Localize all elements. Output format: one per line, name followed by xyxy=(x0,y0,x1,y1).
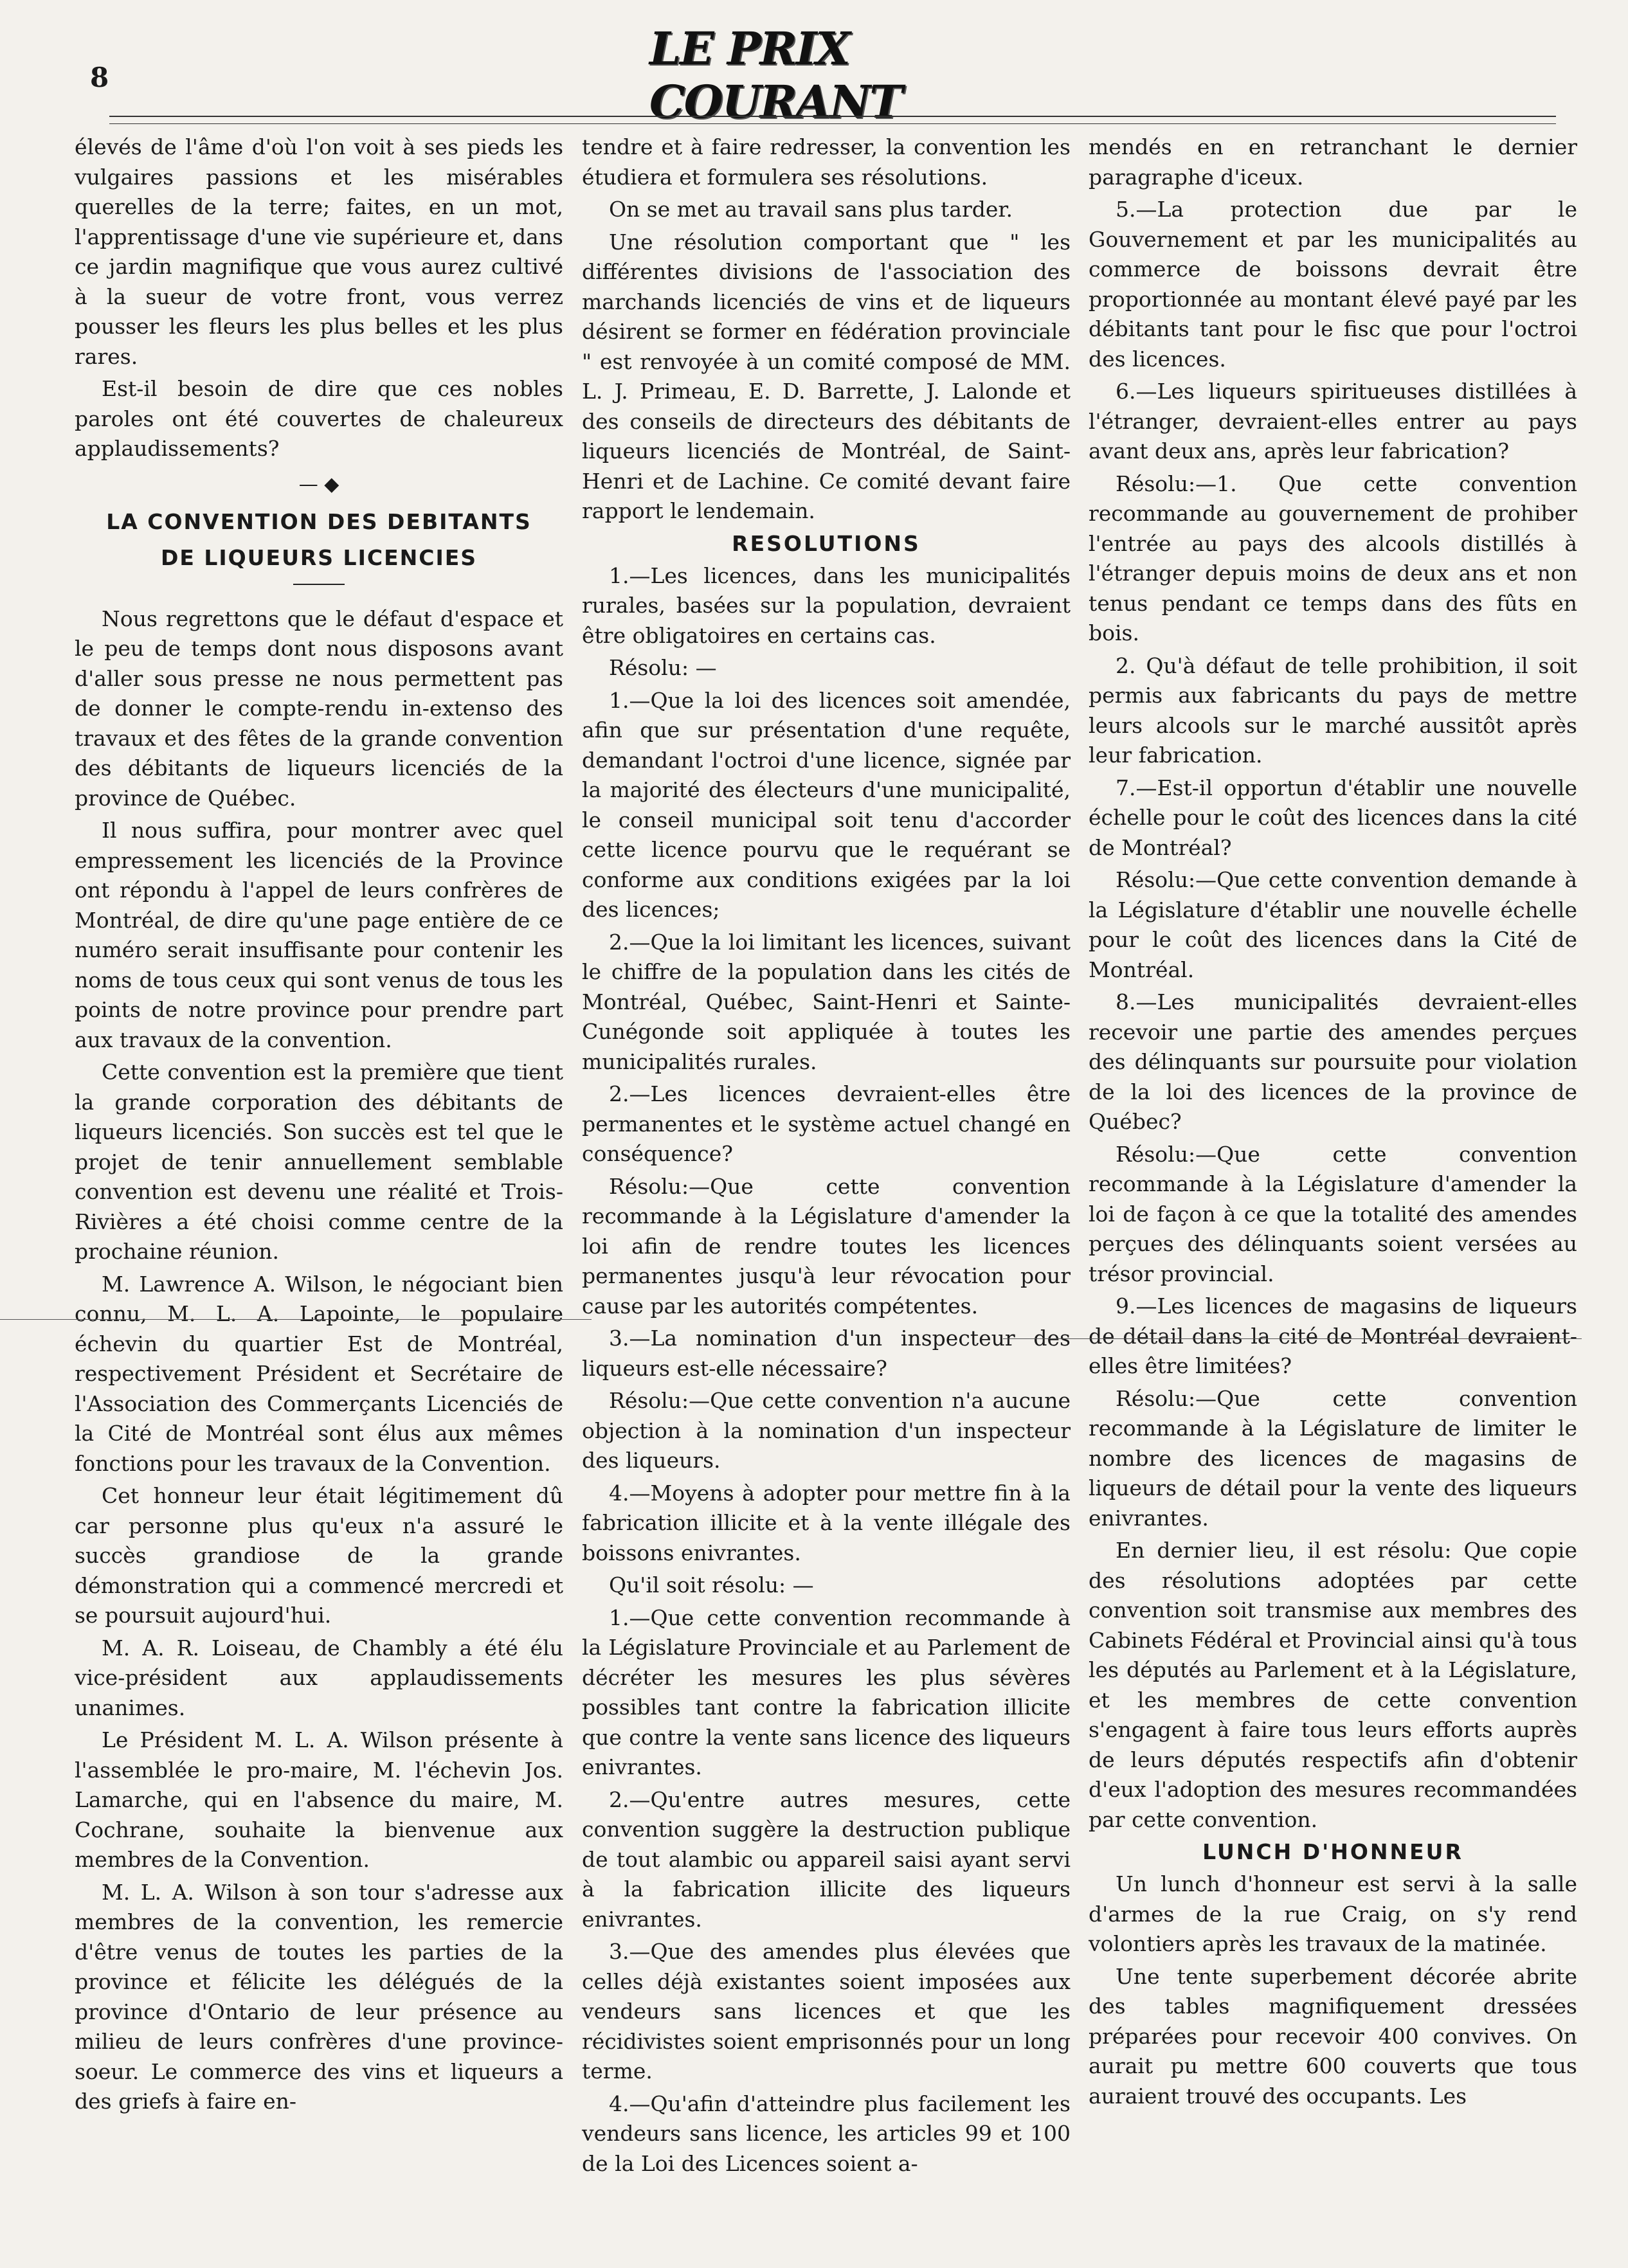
header-rule-thin xyxy=(109,123,1556,124)
scan-artifact-line xyxy=(1003,1338,1582,1339)
paragraph: Un lunch d'honneur est servi à la salle d'armes de la rue Craig, on s'y rend volontiers après les travaux de la matinée. xyxy=(1089,1871,1577,1956)
paragraph: M. L. A. Wilson à son tour s'adresse aux membres de la convention, les remercie d'être venus de toutes les parties de la province et félicite les délégués de la province d'Ontario de leur présence au milieu de leurs confrères d'une province-soeur. Le commerce des vins et liqueurs a des griefs à faire en- xyxy=(75,1879,563,2114)
ornament-divider: — ◆ xyxy=(298,473,339,496)
paragraph: tendre et à faire redresser, la convention les étudiera et formulera ses résolutions. xyxy=(582,134,1071,190)
column-2 xyxy=(582,132,1071,2181)
paragraph: Il nous suffira, pour montrer avec quel empressement les licenciés de la Province ont répondu à l'appel de leurs confrères de Montréal, de dire qu'une page entière de ce numéro serait insuffisante pour contenir les noms de tous ceux qui sont venus de tous les points de notre province pour prendre part aux travaux de la convention. xyxy=(75,818,563,1052)
paragraph: élevés de l'âme d'où l'on voit à ses pieds les vulgaires passions et les misérables querelles de la terre; faites, en un mot, l'apprentissage d'une vie supérieure et, dans ce jardin magnifique que vous aurez cultivé à la sueur de votre front, vous verrez pousser les fleurs les plus belles et les plus rares. xyxy=(75,134,563,369)
paragraph: Une résolution comportant que " les différentes divisions de l'association des marchands licenciés de vins et de liqueurs désirent se former en fédération provinciale " est renvoyée à un comité composé de MM. L. J. Primeau, E. D. Barrette, J. Lalonde et des conseils de directeurs des débitants de liqueurs licenciés de Montréal, de Saint-Henri et de Lachine. Ce comité devant faire rapport le lendemain. xyxy=(582,229,1071,523)
paragraph: Résolu:—Que cette convention n'a aucune objection à la nomination d'un inspecteur des liqueurs. xyxy=(582,1388,1071,1473)
paragraph: 3.—La nomination d'un inspecteur des liqueurs est-elle nécessaire? xyxy=(582,1326,1071,1381)
resolutions-heading: RESOLUTIONS xyxy=(732,530,921,556)
paragraph: 6.—Les liqueurs spiritueuses distillées à l'étranger, devraient-elles entrer au pays avant deux ans, après leur fabrication? xyxy=(1089,379,1577,464)
paragraph: 3.—Que des amendes plus élevées que celles déjà existantes soient imposées aux vendeurs sans licences et que les récidivistes soient emprisonnés pour un long terme. xyxy=(582,1939,1071,2084)
page-number: 8 xyxy=(90,62,109,93)
title-rule xyxy=(293,584,345,585)
header-rule xyxy=(109,116,1556,117)
column-1 xyxy=(75,132,563,2120)
paragraph: 2. Qu'à défaut de telle prohibition, il soit permis aux fabricants du pays de mettre leurs alcools sur le marché aussitôt après leur fabrication. xyxy=(1089,652,1577,768)
paragraph: 1.—Que la loi des licences soit amendée, afin que sur présentation d'une requête, demandant l'octroi d'une licence, signée par la majorité des électeurs d'une municipalité, le conseil municipal soit tenu d'accorder cette licence pourvu que le requérant se conforme aux conditions exigées par la loi des licences; xyxy=(582,687,1071,922)
paragraph: Résolu:—1. Que cette convention recommande au gouvernement de prohiber l'entrée au pays des alcools distillés à l'étranger depuis moins de deux ans et non tenus pendant ce temps dans des fûts en bois. xyxy=(1089,471,1577,645)
paragraph: Résolu:—Que cette convention recommande à la Législature de limiter le nombre des licences de magasins de liqueurs de détail pour la vente des liqueurs enivrantes. xyxy=(1089,1385,1577,1531)
scan-artifact-line xyxy=(0,1319,592,1320)
paragraph: 1.—Que cette convention recommande à la Législature Provinciale et au Parlement de décréter les mesures les plus sévères possibles tant contre la fabrication illicite que contre la vente sans licence des liqueurs enivrantes. xyxy=(582,1605,1071,1779)
paragraph: 9.—Les licences de magasins de liqueurs de détail dans la cité de Montréal devraient-elles être limitées? xyxy=(1089,1293,1577,1378)
paragraph: On se met au travail sans plus tarder. xyxy=(609,197,1013,222)
lunch-heading: LUNCH D'HONNEUR xyxy=(1202,1839,1463,1864)
paragraph: Le Président M. L. A. Wilson présente à l'assemblée le pro-maire, M. l'échevin Jos. Lamarche, qui en l'absence du maire, M. Cochrane, souhaite la bienvenue aux membres de la Convention. xyxy=(75,1727,563,1872)
paragraph: Qu'il soit résolu: — xyxy=(609,1572,814,1598)
paragraph: mendés en en retranchant le dernier paragraphe d'iceux. xyxy=(1089,134,1577,190)
section-title-line-1: LA CONVENTION DES DEBITANTS xyxy=(106,509,532,534)
paragraph: Nous regrettons que le défaut d'espace et le peu de temps dont nous disposons avant d'aller sous presse ne nous permettent pas de donner le compte-rendu in-extenso des travaux et des fêtes de la grande convention des débitants de liqueurs licenciés de la province de Québec. xyxy=(75,606,563,811)
paragraph: 4.—Moyens à adopter pour mettre fin à la fabrication illicite et à la vente illégale des boissons enivrantes. xyxy=(582,1480,1071,1565)
paragraph: 4.—Qu'afin d'atteindre plus facilement les vendeurs sans licence, les articles 99 et 100 de la Loi des Licences soient a- xyxy=(582,2091,1071,2176)
paragraph: 2.—Que la loi limitant les licences, suivant le chiffre de la population dans les cités de Montréal, Québec, Saint-Henri et Sainte-Cunégonde soit appliquée à toutes les municipalités rurales. xyxy=(582,929,1071,1074)
paragraph: Résolu:—Que cette convention recommande à la Législature d'amender la loi de façon à ce que la totalité des amendes perçues des délinquants soient versées au trésor provincial. xyxy=(1089,1141,1577,1286)
paragraph: Cette convention est la première que tient la grande corporation des débitants de liqueurs licenciés. Son succès est tel que le projet de tenir annuellement semblable convention est devenu une réalité et Trois-Rivières a été choisi comme centre de la prochaine réunion. xyxy=(75,1059,563,1264)
paragraph: En dernier lieu, il est résolu: Que copie des résolutions adoptées par cette convention soit transmise aux membres des Cabinets Fédéral et Provincial ainsi qu'à tous les députés au Parlement et à la Législature, et les membres de cette convention s'engagent à faire tous leurs efforts auprès de leurs députés respectifs afin d'obtenir d'eux l'adoption des mesures recommandées par cette convention. xyxy=(1089,1538,1577,1832)
section-title-line-2: DE LIQUEURS LICENCIES xyxy=(160,544,478,570)
paragraph: 2.—Les licences devraient-elles être permanentes et le système actuel changé en conséquence? xyxy=(582,1081,1071,1166)
paragraph: Cet honneur leur était légitimement dû car personne plus qu'eux n'a assuré le succès grandiose de la grande démonstration qui a commencé mercredi et se poursuit aujourd'hui. xyxy=(75,1483,563,1628)
column-3 xyxy=(1089,132,1577,2114)
paragraph: Est-il besoin de dire que ces nobles paroles ont été couvertes de chaleureux applaudissements? xyxy=(75,376,563,461)
paragraph: 2.—Qu'entre autres mesures, cette convention suggère la destruction publique de tout alambic ou appareil saisi ayant servi à la fabrication illicite des liqueurs enivrantes. xyxy=(582,1787,1071,1932)
paragraph: 1.—Les licences, dans les municipalités rurales, basées sur la population, devraient être obligatoires en certains cas. xyxy=(582,562,1071,648)
paragraph: Résolu:—Que cette convention recommande à la Législature d'amender la loi afin de rendre toutes les licences permanentes jusqu'à leur révocation pour cause par les autorités compétentes. xyxy=(582,1173,1071,1318)
masthead-logo: LE PRIX COURANT xyxy=(649,22,902,129)
paragraph: M. A. R. Loiseau, de Chambly a été élu vice-président aux applaudissements unanimes. xyxy=(75,1635,563,1720)
paragraph: M. Lawrence A. Wilson, le négociant bien connu, M. L. A. Lapointe, le populaire échevin du quartier Est de Montréal, respectivement Président et Secrétaire de l'Association des Commerçants Licenciés de la Cité de Montréal sont élus aux mêmes fonctions pour les travaux de la Convention. xyxy=(75,1271,563,1476)
paragraph: Une tente superbement décorée abrite des tables magnifiquement dressées préparées pour recevoir 400 convives. On aurait pu mettre 600 couverts que tous auraient trouvé des occupants. Les xyxy=(1089,1963,1577,2109)
paragraph: 7.—Est-il opportun d'établir une nouvelle échelle pour le coût des licences dans la cité de Montréal? xyxy=(1089,775,1577,860)
paragraph: Résolu:—Que cette convention demande à la Législature d'établir une nouvelle échelle pour le coût des licences dans la Cité de Montréal. xyxy=(1089,867,1577,982)
paragraph: 8.—Les municipalités devraient-elles recevoir une partie des amendes perçues des délinquants sur poursuite pour violation de la loi des licences de la province de Québec? xyxy=(1089,989,1577,1134)
paragraph: Résolu: — xyxy=(609,655,717,680)
paragraph: 5.—La protection due par le Gouvernement et par les municipalités au commerce de boissons devrait être proportionnée au montant élevé payé par les débitants tant pour le fisc que pour l'octroi des licences. xyxy=(1089,197,1577,372)
